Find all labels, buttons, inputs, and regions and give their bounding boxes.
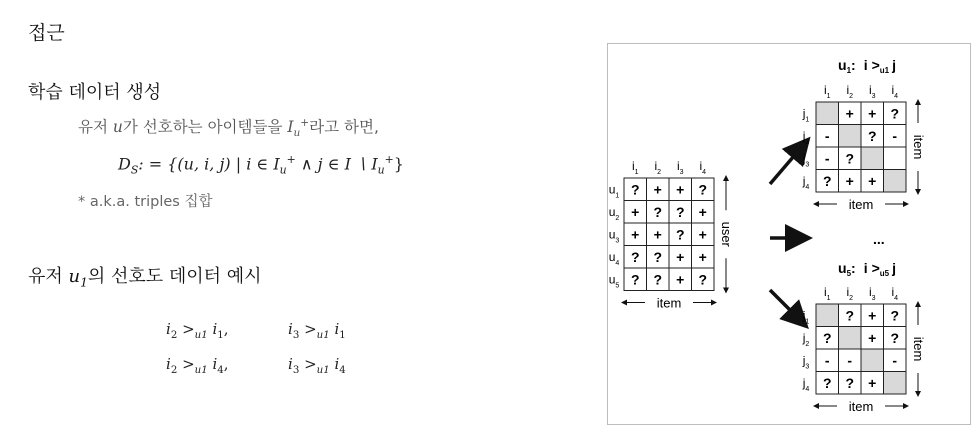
relation-2 bbox=[166, 355, 229, 376]
diagonal-cell bbox=[816, 304, 839, 327]
matrix-cell bbox=[884, 147, 907, 170]
col-label: $i_3$ bbox=[676, 159, 684, 176]
cell-value: + bbox=[868, 374, 877, 391]
col-label: $i_4$ bbox=[699, 159, 707, 176]
cell-value: ? bbox=[867, 127, 877, 144]
col-label: $i_2$ bbox=[846, 83, 854, 100]
cell-value: ? bbox=[698, 181, 708, 198]
relation-symbol: > bbox=[304, 320, 317, 338]
x-axis-label: item bbox=[848, 197, 874, 212]
y-axis-label: user bbox=[719, 221, 734, 247]
col-label: $i_2$ bbox=[846, 285, 854, 302]
col-label: $i_3$ bbox=[868, 285, 876, 302]
cell-value: ? bbox=[653, 203, 663, 220]
preferred-set-symbol: I bbox=[287, 118, 294, 136]
cell-value: ? bbox=[630, 181, 640, 198]
formula-lhs: D bbox=[118, 154, 131, 174]
bpr-figure-svg bbox=[608, 44, 970, 424]
cell-value: ? bbox=[890, 329, 900, 346]
col-label: $i_4$ bbox=[891, 83, 899, 100]
aka-note: * a.k.a. triples 집합 bbox=[78, 194, 213, 210]
col-label: $i_1$ bbox=[823, 285, 831, 302]
example-user-sub: 1 bbox=[80, 275, 88, 290]
relation-symbol: > bbox=[182, 355, 195, 373]
section-heading-training-data: 학습 데이터 생성 bbox=[28, 82, 162, 103]
preferred-set-sub: u bbox=[293, 127, 301, 140]
diagonal-cell bbox=[861, 349, 884, 372]
cell-value: - bbox=[824, 150, 830, 167]
cell-value: + bbox=[868, 172, 877, 189]
cell-value: + bbox=[698, 248, 707, 265]
relation-item-a-sub: 3 bbox=[292, 330, 300, 341]
relation-item-a-sub: 2 bbox=[170, 365, 178, 376]
cell-value: + bbox=[631, 203, 640, 220]
cell-value: + bbox=[676, 181, 685, 198]
cell-value: ? bbox=[675, 203, 685, 220]
diagonal-cell bbox=[839, 327, 862, 350]
row-label: $j_3$ bbox=[802, 353, 810, 371]
cell-value: + bbox=[868, 307, 877, 324]
row-label: $j_4$ bbox=[802, 375, 810, 393]
cell-value: ? bbox=[845, 150, 855, 167]
relation-item-b: i bbox=[212, 355, 218, 373]
cell-value: ? bbox=[822, 172, 832, 189]
relation-item-a: i bbox=[166, 320, 171, 338]
cell-value: + bbox=[868, 105, 877, 122]
diagonal-cell bbox=[816, 102, 839, 125]
cell-value: + bbox=[676, 271, 685, 288]
triples-formula bbox=[118, 153, 404, 177]
row-label: $j_1$ bbox=[802, 106, 810, 124]
top-matrix-title: $u_1$: $i >_{u1}$ j bbox=[838, 57, 896, 75]
col-label: $i_1$ bbox=[631, 159, 639, 176]
cell-value: ? bbox=[653, 271, 663, 288]
relation-item-b-sub: 1 bbox=[339, 330, 346, 341]
section-heading-example bbox=[28, 262, 262, 290]
cell-value: - bbox=[892, 127, 898, 144]
row-label: $j_4$ bbox=[802, 173, 810, 191]
cell-value: + bbox=[653, 181, 662, 198]
relation-item-a: i bbox=[288, 320, 293, 338]
formula-mid: ∧ j ∈ I ∖ I bbox=[295, 154, 378, 174]
slide-title: 접근 bbox=[28, 22, 65, 44]
cell-value: ? bbox=[890, 307, 900, 324]
ellipsis: ... bbox=[873, 231, 885, 247]
cell-value: + bbox=[845, 172, 854, 189]
diagonal-cell bbox=[839, 125, 862, 148]
col-label: $i_2$ bbox=[654, 159, 662, 176]
row-label: $j_2$ bbox=[802, 330, 810, 348]
formula-lhs-sub: S bbox=[130, 163, 139, 177]
relation-symbol-sub: u1 bbox=[316, 365, 330, 376]
col-label: $i_3$ bbox=[868, 83, 876, 100]
arrow-to-bottom-icon bbox=[770, 290, 804, 324]
x-axis-label: item bbox=[848, 399, 874, 414]
row-label: $u_4$ bbox=[608, 249, 620, 267]
row-label: $j_3$ bbox=[802, 151, 810, 169]
formula-sup2: + bbox=[384, 153, 394, 166]
bottom-matrix-title: $u_5$: $i >_{u5}$ j bbox=[838, 260, 896, 278]
cell-value: ? bbox=[630, 271, 640, 288]
formula-end: } bbox=[393, 154, 404, 174]
cell-value: ? bbox=[845, 374, 855, 391]
cell-value: + bbox=[676, 248, 685, 265]
formula-body: : = {(u, i, j) | i ∈ I bbox=[138, 154, 280, 174]
cell-value: ? bbox=[675, 226, 685, 243]
relation-item-a: i bbox=[166, 355, 171, 373]
col-label: $i_1$ bbox=[823, 83, 831, 100]
cell-value: - bbox=[824, 352, 830, 369]
cell-value: ? bbox=[890, 105, 900, 122]
diagonal-cell bbox=[884, 372, 907, 395]
cell-value: ? bbox=[698, 271, 708, 288]
relation-1 bbox=[288, 320, 346, 341]
relation-item-b: i bbox=[334, 355, 340, 373]
arrow-to-top-icon bbox=[770, 142, 806, 184]
cell-value: ? bbox=[630, 248, 640, 265]
row-label: $u_3$ bbox=[608, 227, 620, 245]
row-label: $j_1$ bbox=[802, 308, 810, 326]
relation-item-b: i bbox=[212, 320, 218, 338]
cell-value: ? bbox=[653, 248, 663, 265]
row-label: $u_2$ bbox=[608, 204, 620, 222]
formula-sub2: u bbox=[377, 163, 385, 177]
relation-symbol-sub: u1 bbox=[194, 365, 208, 376]
relation-punct: , bbox=[223, 320, 229, 338]
diagonal-cell bbox=[861, 147, 884, 170]
cell-value: + bbox=[653, 226, 662, 243]
cell-value: + bbox=[868, 329, 877, 346]
y-axis-label: item bbox=[911, 336, 926, 362]
col-label: $i_4$ bbox=[891, 285, 899, 302]
relation-3 bbox=[288, 355, 346, 376]
relation-symbol: > bbox=[182, 320, 195, 338]
x-axis-label: item bbox=[656, 295, 682, 311]
cell-value: ? bbox=[822, 374, 832, 391]
relation-item-a: i bbox=[288, 355, 293, 373]
row-label: $j_2$ bbox=[802, 128, 810, 146]
relation-item-b-sub: 4 bbox=[217, 365, 224, 376]
user-item-matrix bbox=[609, 159, 734, 311]
relation-punct: , bbox=[223, 355, 229, 373]
definition-text bbox=[78, 115, 379, 139]
bpr-figure bbox=[607, 43, 971, 425]
definition-mid: 가 선호하는 아이템들을 bbox=[122, 118, 288, 136]
preferred-set-sup: + bbox=[300, 116, 310, 129]
relation-item-b-sub: 1 bbox=[217, 330, 224, 341]
cell-value: - bbox=[824, 127, 830, 144]
row-label: $u_1$ bbox=[608, 182, 620, 200]
cell-value: ? bbox=[845, 307, 855, 324]
cell-value: + bbox=[698, 203, 707, 220]
relation-symbol: > bbox=[304, 355, 317, 373]
cell-value: + bbox=[845, 105, 854, 122]
relation-symbol-sub: u1 bbox=[194, 330, 208, 341]
formula-sup1: + bbox=[286, 153, 296, 166]
row-label: $u_5$ bbox=[608, 272, 620, 290]
cell-value: + bbox=[631, 226, 640, 243]
top-item-item-matrix bbox=[802, 83, 926, 212]
cell-value: - bbox=[847, 352, 853, 369]
bottom-item-item-matrix bbox=[802, 285, 926, 414]
user-symbol: u bbox=[112, 118, 123, 136]
example-user-symbol: u bbox=[68, 266, 81, 287]
definition-suffix: 라고 하면, bbox=[309, 118, 379, 136]
relation-symbol-sub: u1 bbox=[316, 330, 330, 341]
y-axis-label: item bbox=[911, 134, 926, 160]
relation-item-a-sub: 2 bbox=[170, 330, 178, 341]
definition-prefix: 유저 bbox=[78, 118, 113, 136]
relation-item-b-sub: 4 bbox=[339, 365, 346, 376]
cell-value: + bbox=[698, 226, 707, 243]
cell-value: - bbox=[892, 352, 898, 369]
diagonal-cell bbox=[884, 170, 907, 193]
relation-item-a-sub: 3 bbox=[292, 365, 300, 376]
cell-value: ? bbox=[822, 329, 832, 346]
formula-sub1: u bbox=[279, 163, 287, 177]
example-heading-prefix: 유저 bbox=[28, 266, 69, 287]
example-heading-suffix: 의 선호도 데이터 예시 bbox=[87, 266, 262, 287]
relation-item-b: i bbox=[334, 320, 340, 338]
relation-0 bbox=[166, 320, 229, 341]
